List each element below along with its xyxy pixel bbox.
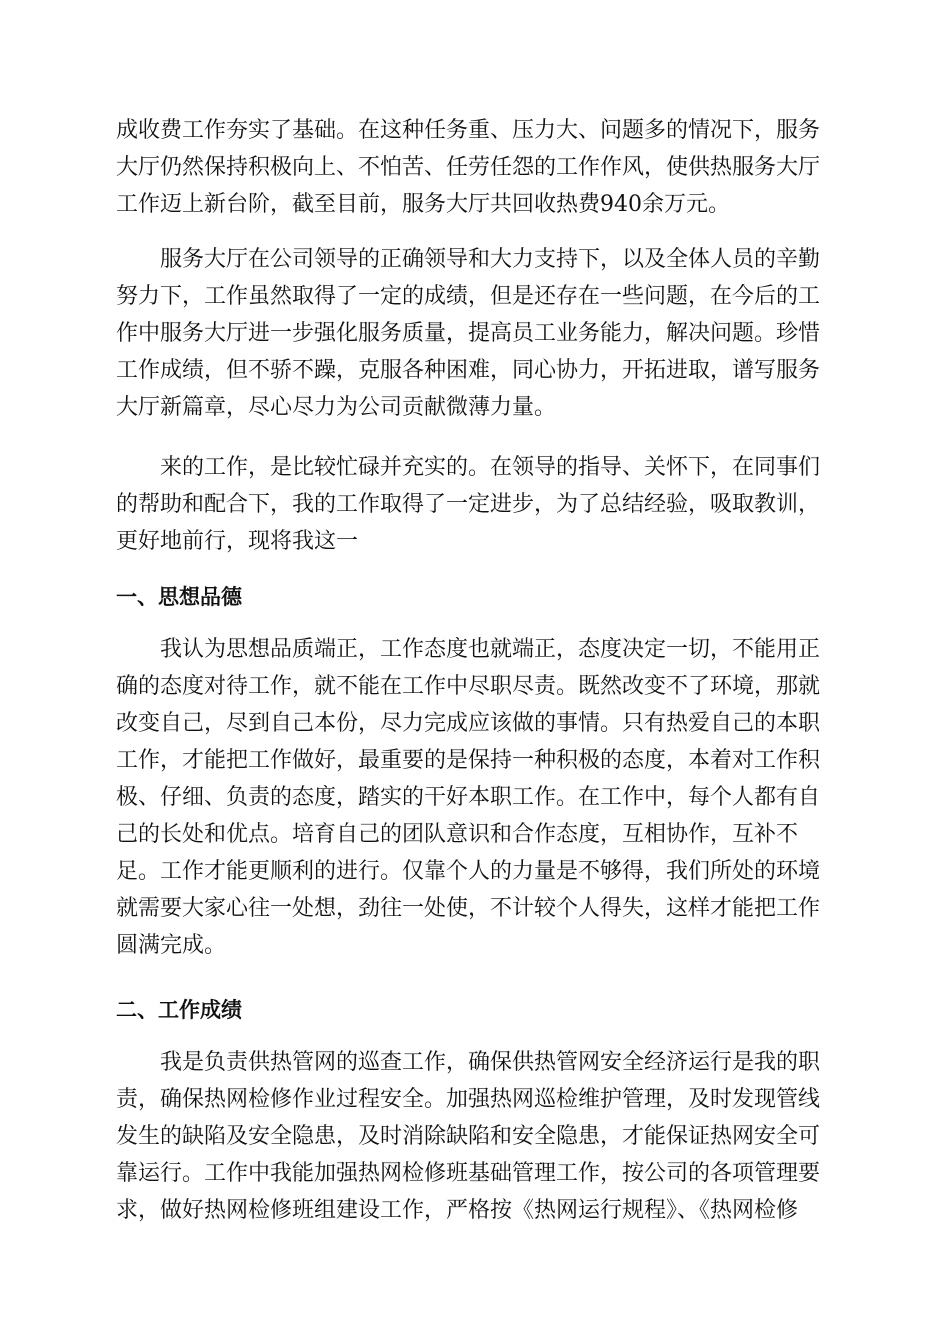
paragraph-line: 工作，才能把工作做好，最重要的是保持一种积极的态度，本着对工作积 xyxy=(116,748,821,773)
paragraph-line: 极、仔细、负责的态度，踏实的干好本职工作。在工作中，每个人都有自 xyxy=(116,785,821,810)
paragraph-line: 更好地前行，现将我这一 xyxy=(116,529,359,554)
paragraph-line: 就需要大家心往一处想，劲往一处使，不计较个人得失，这样才能把工作 xyxy=(116,896,821,921)
paragraph-line: 足。工作才能更顺利的进行。仅靠个人的力量是不够得，我们所处的环境 xyxy=(116,859,821,884)
paragraph-line: 努力下，工作虽然取得了一定的成绩，但是还存在一些问题，在今后的工 xyxy=(116,284,821,309)
paragraph-line: 发生的缺陷及安全隐患，及时消除缺陷和安全隐患，才能保证热网安全可 xyxy=(116,1124,821,1149)
paragraph-line: 改变自己，尽到自己本份，尽力完成应该做的事情。只有热爱自己的本职 xyxy=(116,711,821,736)
paragraph-line: 大厅仍然保持积极向上、不怕苦、任劳任怨的工作作风，使供热服务大厅 xyxy=(116,155,821,180)
paragraph-line: 责，确保热网检修作业过程安全。加强热网巡检维护管理，及时发现管线 xyxy=(116,1087,821,1112)
paragraph-line: 来的工作，是比较忙碌并充实的。在领导的指导、关怀下，在同事们 xyxy=(160,455,821,480)
paragraph-line: 成收费工作夯实了基础。在这种任务重、压力大、问题多的情况下，服务 xyxy=(116,118,821,143)
paragraph-line: 求，做好热网检修班组建设工作，严格按《热网运行规程》、《热网检修 xyxy=(116,1198,799,1223)
paragraph-1 xyxy=(116,112,836,223)
paragraph-line: 的帮助和配合下，我的工作取得了一定进步，为了总结经验，吸取教训， xyxy=(116,492,821,517)
paragraph-line: 圆满完成。 xyxy=(116,933,227,958)
section-heading-2: 二、工作成绩 xyxy=(116,998,242,1022)
paragraph-4 xyxy=(116,631,836,964)
paragraph-line: 己的长处和优点。培育自己的团队意识和合作态度，互相协作，互补不 xyxy=(116,822,799,847)
paragraph-line: 服务大厅在公司领导的正确领导和大力支持下，以及全体人员的辛勤 xyxy=(160,247,821,272)
paragraph-line: 工作迈上新台阶，截至目前，服务大厅共回收热费940余万元。 xyxy=(116,192,730,217)
paragraph-line: 我认为思想品质端正，工作态度也就端正，态度决定一切，不能用正 xyxy=(160,637,821,662)
section-heading-1: 一、思想品德 xyxy=(116,585,242,609)
paragraph-line: 工作成绩，但不骄不躁，克服各种困难，同心协力，开拓进取，谱写服务 xyxy=(116,358,821,383)
paragraph-3 xyxy=(116,449,836,560)
paragraph-2 xyxy=(116,241,836,426)
paragraph-line: 靠运行。工作中我能加强热网检修班基础管理工作，按公司的各项管理要 xyxy=(116,1161,821,1186)
paragraph-line: 确的态度对待工作，就不能在工作中尽职尽责。既然改变不了环境，那就 xyxy=(116,674,821,699)
paragraph-line: 我是负责供热管网的巡查工作，确保供热管网安全经济运行是我的职 xyxy=(160,1050,821,1075)
paragraph-5 xyxy=(116,1044,836,1229)
paragraph-line: 大厅新篇章，尽心尽力为公司贡献微薄力量。 xyxy=(116,395,557,420)
paragraph-line: 作中服务大厅进一步强化服务质量，提高员工业务能力，解决问题。珍惜 xyxy=(116,321,821,346)
